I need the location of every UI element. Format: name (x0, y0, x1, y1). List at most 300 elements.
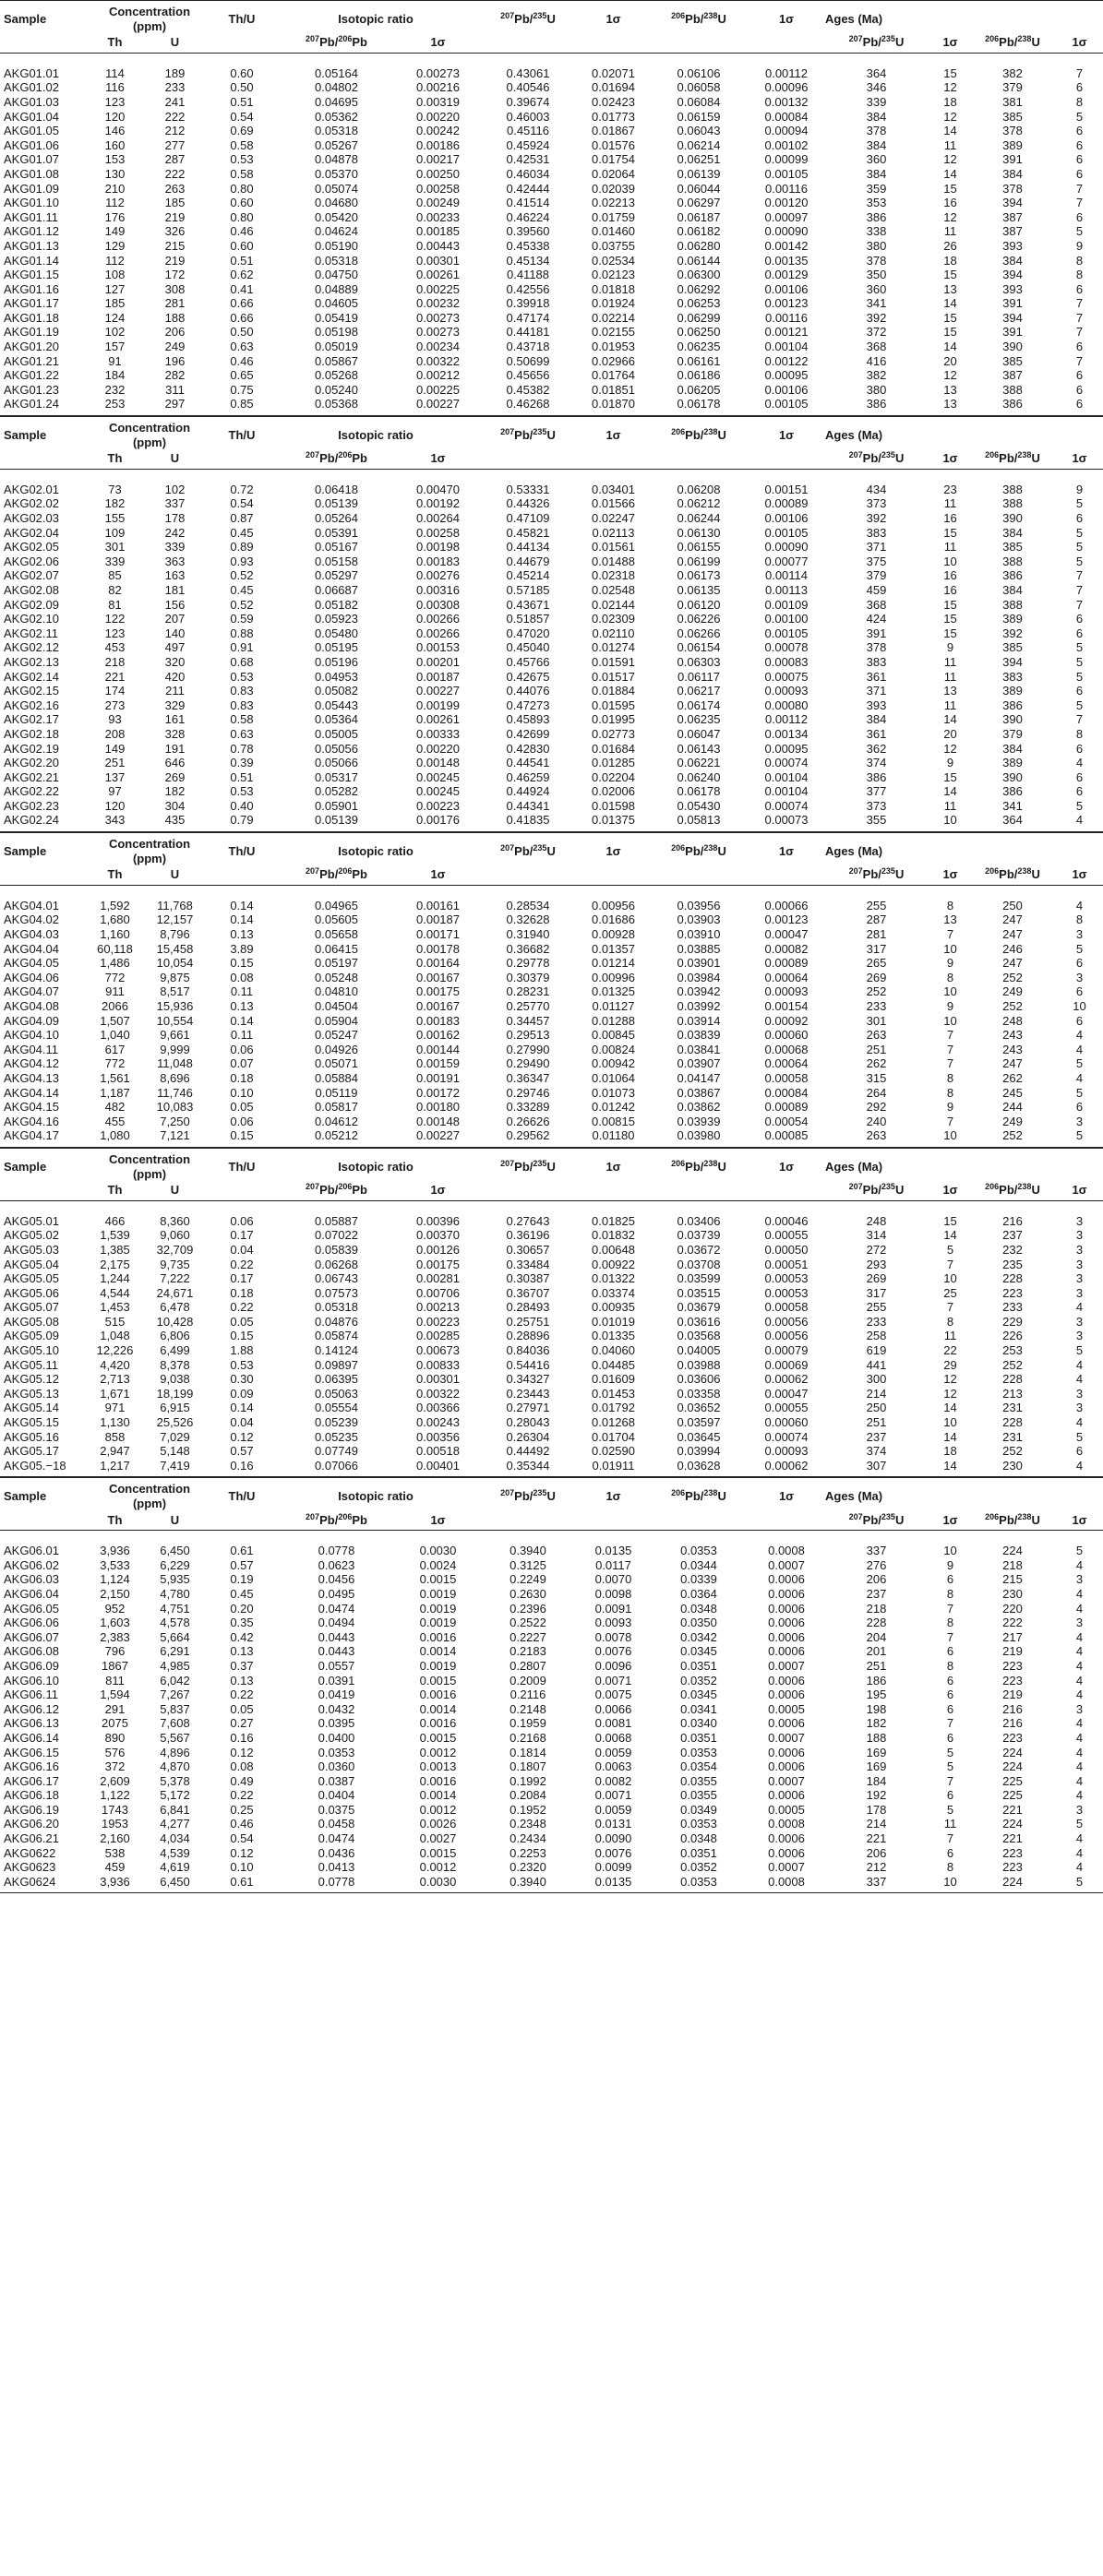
table-cell: 0.02318 (592, 568, 635, 583)
table-cell: 0.03984 (677, 970, 721, 984)
table-cell: 0.0076 (594, 1644, 632, 1659)
table-cell: 0.05443 (315, 698, 358, 712)
sample-id: AKG04.08 (4, 999, 59, 1013)
table-cell: 218 (104, 654, 126, 669)
header-sigma: 1σ (1052, 1513, 1103, 1531)
table-cell: 124 (104, 310, 126, 325)
table-cell: 0.05071 (315, 1056, 358, 1071)
table-row (0, 80, 1103, 95)
sample-id: AKG01.14 (4, 253, 59, 268)
table-cell: 282 (164, 368, 186, 383)
table-cell: 18,199 (156, 1386, 194, 1401)
table-row (0, 1258, 1103, 1272)
table-cell: 0.00112 (764, 712, 809, 727)
table-cell: 0.00301 (416, 253, 460, 268)
table-cell: 0.0012 (419, 1802, 457, 1817)
table-cell: 0.83 (230, 698, 254, 712)
table-cell: 0.33484 (506, 1257, 550, 1271)
table-cell: 206 (164, 325, 186, 340)
header-concentration (88, 1, 208, 36)
header-ppm-label: (ppm) (132, 1166, 167, 1181)
table-cell: 361 (866, 726, 887, 741)
table-cell: 213 (1002, 1386, 1023, 1401)
table-cell: 0.00220 (416, 741, 460, 756)
table-cell: 0.11 (230, 1028, 254, 1043)
table-cell: 646 (164, 756, 186, 770)
sample-id: AKG02.09 (4, 597, 59, 612)
header-ppm-label: (ppm) (132, 18, 167, 33)
table-cell: 0.00073 (748, 813, 821, 831)
table-cell: 0.06299 (677, 310, 721, 325)
table-cell: 0.00186 (416, 137, 460, 152)
header-ages: Ages (Ma) (821, 417, 1103, 452)
table-cell: 0.05005 (315, 726, 358, 741)
table-cell: 188 (866, 1730, 887, 1745)
header-pb207-pb206 (272, 451, 397, 469)
table-cell: 0.01694 (592, 80, 635, 95)
table-cell: 0.00183 (416, 1013, 460, 1028)
table-cell: 0.06044 (677, 181, 721, 196)
table-cell: 25,526 (156, 1415, 194, 1430)
table-cell: 0.39674 (506, 94, 550, 109)
header-th: Th (88, 451, 138, 469)
table-cell: 116 (105, 80, 125, 95)
table-cell: 4,870 (160, 1759, 190, 1774)
table-cell: 32,709 (156, 1242, 194, 1257)
table-cell: 0.66 (230, 296, 254, 311)
table-cell: 7 (1075, 568, 1084, 583)
table-cell: 0.00243 (416, 1415, 460, 1430)
table-cell: 4,896 (160, 1745, 190, 1759)
table-cell: 248 (1002, 1013, 1023, 1028)
table-cell: 0.00106 (764, 281, 809, 296)
table-cell: 0.0351 (680, 1845, 717, 1860)
table-cell: 0.0006 (768, 1688, 805, 1702)
header-sample: Sample (0, 1478, 88, 1513)
table-cell: 219 (1002, 1688, 1023, 1702)
table-cell: 224 (1002, 1817, 1023, 1831)
table-cell: 0.0082 (594, 1773, 632, 1788)
table-cell: 952 (104, 1601, 126, 1616)
table-cell: 391 (1002, 152, 1023, 167)
table-cell: 0.00223 (416, 1314, 460, 1329)
table-cell: 0.00233 (416, 209, 460, 224)
table-cell: 0.32628 (506, 912, 550, 927)
table-cell: 0.01019 (592, 1314, 635, 1329)
table-cell: 363 (164, 554, 186, 568)
table-cell: 0.00281 (416, 1271, 460, 1286)
table-cell: 0.01488 (592, 554, 635, 568)
table-cell: 250 (866, 1401, 887, 1415)
table-cell: 7,029 (160, 1429, 190, 1444)
sample-id: AKG05.17 (4, 1444, 59, 1459)
table-cell: 249 (164, 340, 186, 354)
table-cell: 0.06280 (677, 238, 721, 253)
sample-id: AKG05.08 (4, 1314, 59, 1329)
sample-id: AKG06.15 (4, 1745, 59, 1759)
table-cell: 7 (1075, 196, 1084, 210)
pb206-u238-label: $^{206}$Pb/$^{238}$U (985, 1182, 1040, 1198)
table-cell: 223 (1002, 1658, 1023, 1673)
table-cell: 378 (1002, 124, 1023, 138)
table-cell: 0.01754 (592, 152, 635, 167)
header-ages: Ages (Ma) (821, 1, 1103, 36)
header-empty (0, 1183, 88, 1200)
table-cell: 0.22 (230, 1688, 254, 1702)
table-cell: 0.12 (230, 1745, 254, 1759)
table-cell: 255 (866, 1300, 887, 1315)
table-cell: 0.45821 (506, 525, 550, 540)
table-cell: 0.05 (230, 1701, 254, 1716)
table-cell: 0.0015 (419, 1845, 457, 1860)
table-cell: 4,420 (100, 1357, 130, 1372)
table-cell: 15 (943, 325, 957, 340)
table-cell: 4 (1075, 1759, 1084, 1774)
table-cell: 0.0007 (768, 1860, 805, 1875)
table-cell: 0.58 (230, 166, 254, 181)
pb207-u235-label: $^{207}$Pb/$^{235}$U (500, 10, 556, 26)
table-cell: 0.0007 (768, 1730, 805, 1745)
table-row (0, 698, 1103, 713)
table-cell: 214 (866, 1817, 887, 1831)
table-cell: 0.01285 (592, 756, 635, 770)
table-cell: 515 (104, 1314, 126, 1329)
sample-id: AKG06.04 (4, 1586, 59, 1601)
table-cell: 0.04680 (315, 196, 358, 210)
sample-id: AKG01.20 (4, 340, 59, 354)
sample-id: AKG02.21 (4, 769, 59, 784)
table-row (0, 383, 1103, 398)
table-cell: 224 (969, 1875, 1052, 1893)
table-cell: 276 (866, 1557, 887, 1572)
table-cell: 11 (943, 496, 957, 511)
table-cell: 0.0007 (768, 1658, 805, 1673)
header-u: U (138, 1513, 208, 1531)
table-cell: 0.06214 (677, 137, 721, 152)
table-cell: 0.05923 (315, 612, 358, 626)
table-cell: 0.45656 (506, 368, 550, 383)
table-cell: 4 (1075, 1745, 1084, 1759)
table-cell: 0.30387 (506, 1271, 550, 1286)
sample-id: AKG01.04 (4, 109, 59, 124)
table-cell: 0.00116 (764, 310, 809, 325)
table-cell: 0.57185 (506, 582, 550, 597)
table-cell: 0.06303 (677, 654, 721, 669)
table-cell: 0.00074 (764, 756, 809, 770)
header-concentration-label: Concentration (108, 1482, 191, 1497)
header-empty (208, 451, 272, 469)
table-cell: 0.00068 (764, 1042, 809, 1056)
table-cell: 13 (943, 684, 957, 698)
table-cell: 1867 (102, 1658, 128, 1673)
table-cell: 0.0059 (594, 1802, 632, 1817)
table-cell: 0.0474 (318, 1601, 355, 1616)
table-cell: 3 (1075, 1285, 1084, 1300)
header-ppm-label: (ppm) (132, 1497, 167, 1510)
table-cell: 207 (164, 612, 186, 626)
table-row (0, 598, 1103, 613)
table-cell: 3 (1075, 927, 1084, 942)
table-cell: 1,187 (100, 1085, 130, 1100)
header-age-pb206-u238 (969, 1513, 1052, 1531)
table-cell: 0.29513 (506, 1028, 550, 1043)
table-cell: 0.00648 (592, 1242, 635, 1257)
table-cell: 0.00308 (416, 597, 460, 612)
table-cell: 0.01180 (577, 1128, 646, 1147)
sample-id: AKG05.−18 (0, 1459, 88, 1477)
table-cell: 0.00148 (416, 756, 460, 770)
table-cell: 0.3940 (510, 1544, 546, 1558)
table-cell: 8 (1075, 253, 1084, 268)
table-cell: 0.00396 (416, 1213, 460, 1228)
table-cell: 359 (866, 181, 887, 196)
table-cell: 10,054 (156, 956, 194, 971)
header-sigma: 1σ (577, 1, 646, 36)
table-cell: 0.45 (230, 582, 254, 597)
table-cell: 222 (164, 109, 186, 124)
table-cell: 0.0019 (419, 1658, 457, 1673)
table-cell: 13 (928, 397, 969, 415)
table-cell: 392 (1002, 626, 1023, 640)
table-cell: 206 (866, 1845, 887, 1860)
table-cell: 0.06266 (677, 626, 721, 640)
header-age-pb207-u235 (821, 1513, 928, 1531)
sample-id: AKG02.04 (4, 525, 59, 540)
table-cell: 0.02204 (592, 769, 635, 784)
table-cell: 0.47020 (506, 626, 550, 640)
table-cell: 308 (164, 281, 186, 296)
table-cell: 1,160 (100, 927, 130, 942)
table-cell: 7 (946, 1629, 954, 1644)
table-cell: 0.00144 (416, 1042, 460, 1056)
sample-id: AKG0623 (4, 1860, 56, 1875)
table-cell: 341 (1002, 798, 1023, 813)
table-cell: 157 (104, 340, 126, 354)
pb207-u235-label: $^{207}$Pb/$^{235}$U (848, 34, 905, 50)
table-cell: 123 (104, 626, 126, 640)
table-cell: 368 (866, 340, 887, 354)
table-cell: 0.05240 (315, 382, 358, 397)
table-cell: 3 (1075, 1228, 1084, 1243)
table-row (0, 1644, 1103, 1659)
table-cell: 0.04889 (315, 281, 358, 296)
table-cell: 253 (1002, 1343, 1023, 1358)
table-cell: 0.0019 (419, 1586, 457, 1601)
header-empty (748, 35, 821, 53)
table-cell: 93 (108, 712, 122, 727)
sample-id: AKG02.08 (4, 582, 59, 597)
table-row (0, 526, 1103, 541)
table-cell: 0.0066 (594, 1701, 632, 1716)
header-concentration (88, 833, 208, 868)
header-empty (577, 1183, 646, 1200)
table-row (0, 340, 1103, 354)
table-cell: 5,567 (160, 1730, 190, 1745)
table-cell: 263 (164, 181, 186, 196)
table-cell: 0.42531 (506, 152, 550, 167)
sample-id: AKG02.10 (4, 612, 59, 626)
table-cell: 1,122 (100, 1788, 130, 1803)
table-cell: 0.0135 (577, 1875, 646, 1893)
sample-id: AKG04.05 (4, 956, 59, 971)
sample-id: AKG06.17 (4, 1773, 59, 1788)
table-cell: 0.00053 (764, 1271, 809, 1286)
table-cell: 320 (164, 654, 186, 669)
table-cell: 4 (1075, 1658, 1084, 1673)
table-cell: 2,609 (100, 1773, 130, 1788)
table-cell: 0.05282 (315, 784, 358, 799)
table-cell: 0.03755 (592, 238, 635, 253)
table-cell: 0.28493 (506, 1300, 550, 1315)
table-cell: 1,040 (100, 1028, 130, 1043)
table-cell: 0.0071 (594, 1788, 632, 1803)
table-cell: 389 (1002, 137, 1023, 152)
sample-id: AKG06.18 (4, 1788, 59, 1803)
table-cell: 0.00100 (764, 612, 809, 626)
table-cell: 0.00175 (416, 984, 460, 999)
table-row (0, 927, 1103, 942)
table-cell: 4 (1052, 1459, 1103, 1477)
table-row (0, 956, 1103, 971)
table-cell: 15 (943, 597, 957, 612)
table-cell: 0.0091 (594, 1601, 632, 1616)
table-row (0, 1086, 1103, 1101)
table-cell: 0.0778 (318, 1544, 355, 1558)
header-sigma: 1σ (748, 833, 821, 868)
table-cell: 0.0070 (594, 1572, 632, 1587)
sample-id: AKG01.01 (4, 66, 59, 80)
header-age-pb207-u235 (821, 1183, 928, 1200)
table-cell: 0.65 (230, 368, 254, 383)
table-cell: 14 (943, 1401, 957, 1415)
table-cell: 178 (164, 511, 186, 525)
table-cell: 0.44541 (506, 756, 550, 770)
table-cell: 0.0443 (318, 1644, 355, 1659)
table-cell: 15 (943, 181, 957, 196)
table-cell: 4 (1075, 1300, 1084, 1315)
table-cell: 0.00227 (397, 1128, 475, 1147)
table-cell: 6 (1075, 511, 1084, 525)
table-cell: 378 (1002, 181, 1023, 196)
table-row (0, 1459, 1103, 1477)
table-cell: 0.00175 (416, 1257, 460, 1271)
table-cell: 10 (943, 1271, 957, 1286)
table-cell: 0.00261 (416, 268, 460, 282)
table-cell: 0.00084 (764, 1085, 809, 1100)
table-cell: 0.00064 (764, 1056, 809, 1071)
table-cell: 0.0341 (680, 1701, 717, 1716)
table-cell: 0.00178 (416, 941, 460, 956)
header-empty (748, 1183, 821, 1200)
table-cell: 4,277 (160, 1817, 190, 1831)
table-cell: 230 (969, 1459, 1052, 1477)
header-concentration-label: Concentration (108, 421, 191, 435)
table-cell: 4 (1075, 1557, 1084, 1572)
table-cell: 0.0350 (680, 1616, 717, 1630)
table-cell: 182 (104, 496, 126, 511)
table-cell: 0.54 (230, 1831, 254, 1846)
table-cell: 0.03708 (677, 1257, 721, 1271)
table-cell: 7 (946, 1114, 954, 1128)
table-cell: 0.0354 (680, 1759, 717, 1774)
table-cell: 339 (866, 94, 887, 109)
table-cell: 0.53 (230, 784, 254, 799)
table-cell: 0.0008 (768, 1544, 805, 1558)
table-cell: 0.2227 (510, 1629, 546, 1644)
sample-id: AKG06.14 (4, 1730, 59, 1745)
table-cell: 0.0093 (594, 1616, 632, 1630)
table-cell: 0.39918 (506, 296, 550, 311)
table-cell: 0.00273 (416, 66, 460, 80)
table-cell: 5,664 (160, 1629, 190, 1644)
table-cell: 0.03994 (677, 1444, 721, 1459)
table-cell: 0.00956 (592, 898, 635, 912)
table-cell: 10 (943, 941, 957, 956)
table-cell: 3 (1075, 1701, 1084, 1716)
table-cell: 0.2084 (510, 1788, 546, 1803)
table-cell: 0.05139 (272, 813, 397, 831)
table-cell: 3 (1075, 1257, 1084, 1271)
table-cell: 0.0006 (768, 1629, 805, 1644)
table-cell: 0.00319 (416, 94, 460, 109)
table-cell: 0.01127 (592, 999, 635, 1013)
table-cell: 6 (1075, 741, 1084, 756)
table-cell: 0.51 (230, 769, 254, 784)
table-cell: 0.00113 (764, 582, 809, 597)
table-cell: 10,554 (156, 1013, 194, 1028)
sample-id: AKG01.03 (4, 94, 59, 109)
table-cell: 195 (866, 1688, 887, 1702)
sample-id: AKG05.06 (4, 1285, 59, 1300)
table-cell: 384 (866, 137, 887, 152)
table-cell: 394 (1002, 310, 1023, 325)
table-cell: 0.00074 (764, 798, 809, 813)
table-cell: 0.02966 (592, 353, 635, 368)
table-cell: 4 (1075, 1831, 1084, 1846)
table-cell: 0.02247 (592, 511, 635, 525)
table-cell: 6 (1075, 626, 1084, 640)
sample-id: AKG04.16 (4, 1114, 59, 1128)
table-cell: 0.0349 (680, 1802, 717, 1817)
table-cell: 0.61 (230, 1544, 254, 1558)
table-cell: 3 (1075, 1802, 1084, 1817)
table-cell: 0.01924 (592, 296, 635, 311)
table-cell: 6 (1075, 684, 1084, 698)
table-cell: 390 (1002, 511, 1023, 525)
table-cell: 210 (104, 181, 126, 196)
table-cell: 0.53 (230, 1357, 254, 1372)
table-cell: 0.01764 (592, 368, 635, 383)
table-cell: 0.14 (230, 1401, 254, 1415)
table-cell: 0.05658 (315, 927, 358, 942)
table-cell: 811 (105, 1673, 125, 1688)
table-cell: 8 (946, 1314, 954, 1329)
table-row (0, 1846, 1103, 1861)
header-concentration-label: Concentration (108, 837, 191, 852)
table-cell: 7 (946, 1773, 954, 1788)
table-cell: 1.88 (230, 1343, 254, 1358)
pb206-u238-label: $^{206}$Pb/$^{238}$U (985, 866, 1040, 882)
table-cell: 0.00058 (764, 1300, 809, 1315)
sample-id: AKG02.03 (4, 511, 59, 525)
table-cell: 11 (943, 224, 957, 239)
table-cell: 384 (1002, 253, 1023, 268)
table-cell: 0.44134 (506, 540, 550, 555)
table-cell: 0.00161 (416, 898, 460, 912)
table-cell: 0.2253 (510, 1845, 546, 1860)
table-cell: 0.05074 (315, 181, 358, 196)
sample-id: AKG04.03 (4, 927, 59, 942)
